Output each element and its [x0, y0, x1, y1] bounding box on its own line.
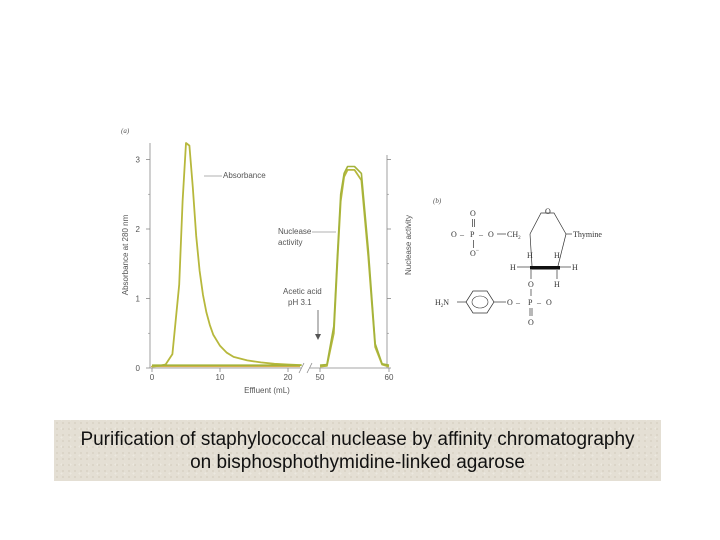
y2-axis-label: Nuclease activity [404, 214, 413, 276]
o-phenyl: O [507, 298, 513, 307]
caption [80, 428, 634, 474]
ring-o: O [545, 207, 551, 216]
x-tick-label: 50 [315, 373, 325, 382]
acid-arrow-head [315, 334, 321, 340]
y-axis-label: Absorbance at 280 nm [121, 214, 130, 296]
ring-bond-right [558, 234, 566, 266]
y-tick-label: 0 [135, 364, 140, 373]
nuclease-activity-series-line [152, 167, 389, 366]
x-tick-label: 60 [384, 373, 394, 382]
caption-line-1: Purification of staphylococcal nuclease by affinity chromatography [80, 428, 635, 450]
x-tick-label: 20 [283, 373, 293, 382]
thymine-label: Thymine [573, 230, 602, 239]
x-tick-label: 0 [149, 373, 155, 382]
x-axis-label: Effluent (mL) [244, 386, 290, 395]
ring-bonds [530, 213, 566, 234]
o-left: O [451, 230, 457, 239]
p-1: P [470, 230, 475, 239]
o-bottom: O [528, 318, 534, 327]
benzene-inner [472, 296, 488, 308]
h-2: H [554, 251, 560, 260]
acid-annotation-line2: pH 3.1 [288, 298, 312, 307]
panel-b-label: (b) [433, 197, 442, 205]
ring-bold-bond [530, 266, 560, 270]
o-bottom-right: O [546, 298, 552, 307]
caption-line-2: on bisphosphothymidine-linked agarose [190, 451, 525, 473]
h-3: H [510, 263, 516, 272]
benzene-ring [466, 291, 494, 313]
nuclease-annotation-line1: Nuclease [278, 227, 312, 236]
p-2: P [528, 298, 533, 307]
dash-2: – [479, 230, 483, 239]
ch2: $CH_2$ [507, 230, 521, 241]
x-tick-label: 10 [215, 373, 225, 382]
caption-box [54, 420, 661, 481]
absorbance-annotation: Absorbance [223, 171, 266, 180]
o-3prime: O [528, 280, 534, 289]
h2n: $H_2N$ [435, 298, 450, 309]
panel-a-label: (a) [121, 127, 130, 135]
dash-4: – [537, 298, 541, 307]
absorbance-series-line [152, 143, 389, 367]
o-top: O [470, 209, 476, 218]
acid-annotation-line1: Acetic acid [283, 287, 322, 296]
y-tick-label: 2 [135, 225, 140, 234]
o-minus: O− [470, 248, 480, 258]
dash-1: – [460, 230, 464, 239]
o-ether: O [488, 230, 494, 239]
dash-3: – [516, 298, 520, 307]
h-4: H [572, 263, 578, 272]
y-tick-label: 1 [135, 294, 140, 304]
h-1: H [527, 251, 533, 260]
h-3prime: H [554, 280, 560, 289]
y-tick-label: 3 [135, 155, 140, 165]
nuclease-annotation-line2: activity [278, 238, 303, 247]
chemical-structure [435, 207, 602, 327]
ring-bond-left [530, 234, 532, 266]
chart-area [121, 143, 413, 395]
